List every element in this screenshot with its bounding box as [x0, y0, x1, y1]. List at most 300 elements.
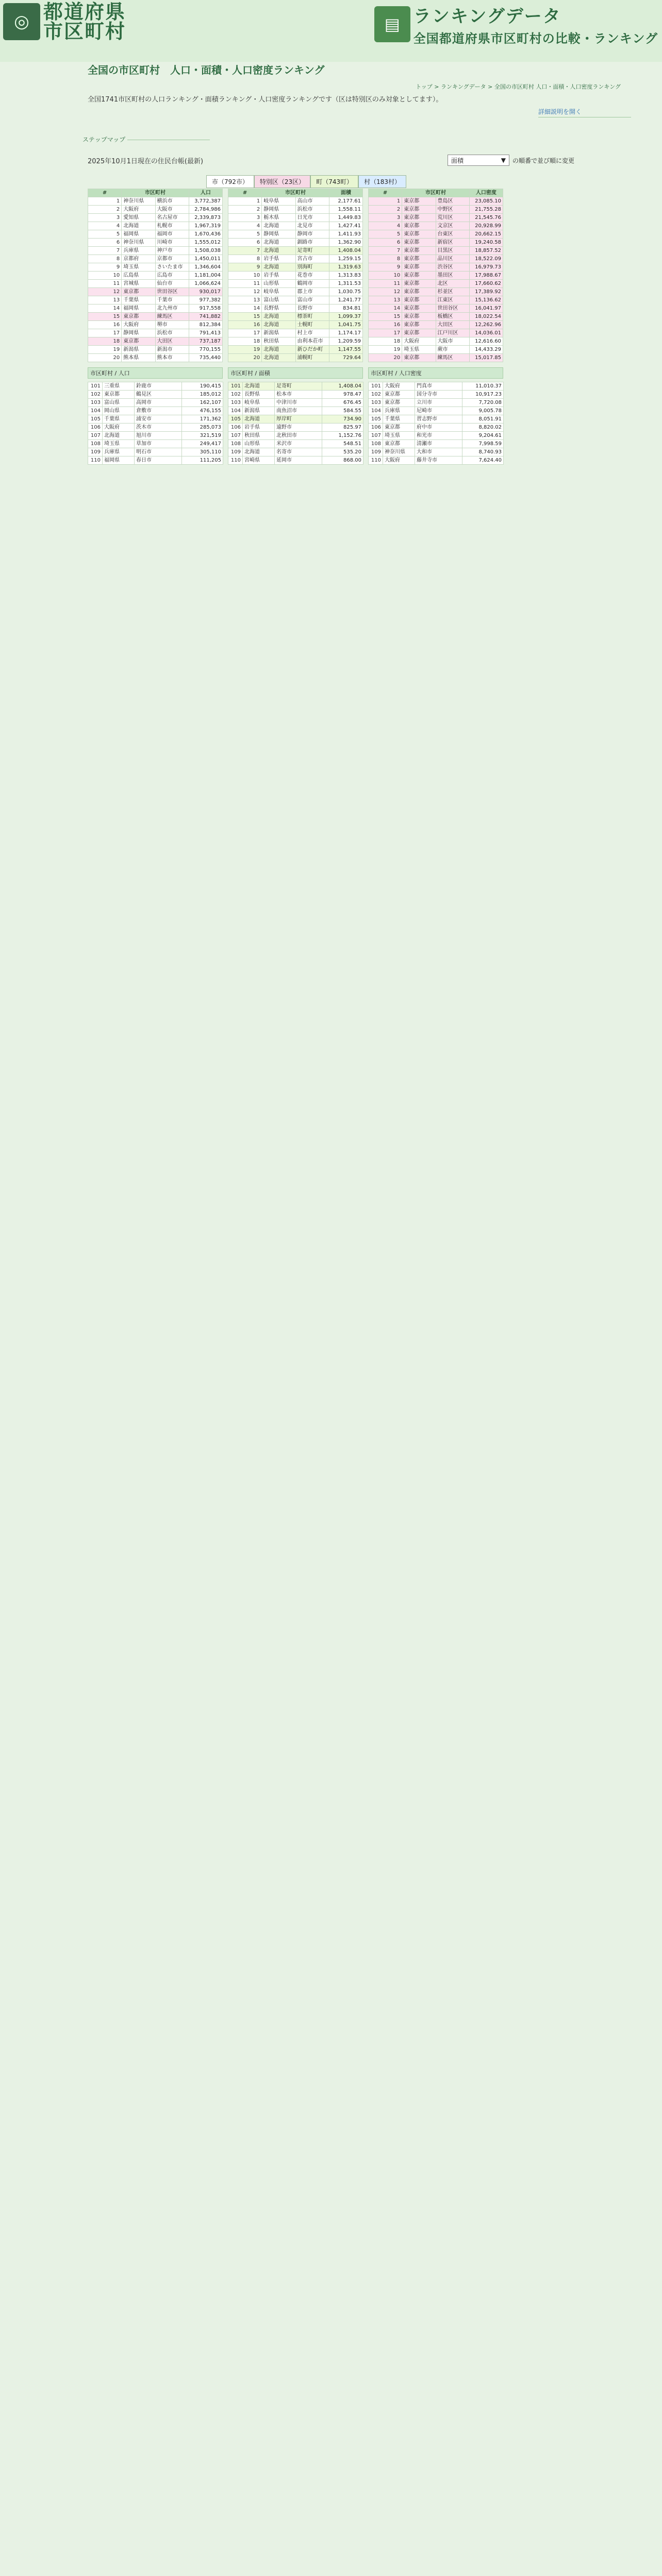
municipality-cell[interactable]: 渋谷区 — [436, 263, 469, 272]
table-row[interactable] — [369, 440, 504, 448]
rank-cell: 102 — [228, 391, 243, 399]
table-row[interactable] — [88, 313, 223, 321]
municipality-cell[interactable]: 大和市 — [415, 448, 462, 456]
header-rank: # — [369, 189, 402, 197]
table-row[interactable] — [88, 296, 223, 304]
municipality-cell[interactable]: 鶴岡市 — [295, 280, 329, 288]
table-row[interactable] — [369, 337, 503, 346]
municipality-cell[interactable]: 練馬区 — [436, 354, 469, 362]
table-row[interactable] — [88, 329, 223, 337]
value-cell: 1,174.17 — [329, 329, 362, 337]
table-row[interactable] — [228, 415, 363, 423]
table-row[interactable] — [228, 272, 363, 280]
table-row[interactable] — [88, 415, 223, 423]
value-cell: 1,670,436 — [189, 230, 222, 239]
municipality-cell[interactable]: 横浜市 — [155, 197, 189, 206]
table-row[interactable] — [88, 337, 223, 346]
municipality-cell[interactable]: 長野市 — [295, 304, 329, 313]
value-cell: 190,415 — [182, 382, 223, 391]
value-cell: 1,311.53 — [329, 280, 362, 288]
table-row[interactable] — [228, 329, 363, 337]
rank-cell: 12 — [228, 288, 262, 296]
rank-cell: 5 — [88, 230, 122, 239]
value-cell: 1,362.90 — [329, 239, 362, 247]
prefecture-cell: 新潟県 — [243, 407, 275, 415]
municipality-cell[interactable]: 中野区 — [436, 206, 469, 214]
table-row[interactable] — [228, 214, 363, 222]
table-row[interactable] — [88, 407, 223, 415]
table-row[interactable] — [228, 423, 363, 432]
table-row[interactable] — [88, 304, 223, 313]
table-row[interactable] — [88, 214, 223, 222]
table-row[interactable] — [228, 296, 363, 304]
municipality-cell[interactable]: 名寄市 — [275, 448, 322, 456]
municipality-cell[interactable]: 世田谷区 — [436, 304, 469, 313]
table-row[interactable] — [228, 206, 363, 214]
prefecture-cell: 東京都 — [402, 197, 436, 206]
table-row[interactable] — [88, 247, 223, 255]
prefecture-cell: 東京都 — [402, 263, 436, 272]
prefecture-cell: 千葉県 — [103, 415, 135, 423]
table-row[interactable] — [369, 456, 504, 465]
table-row[interactable] — [228, 391, 363, 399]
prefecture-cell: 東京都 — [122, 313, 155, 321]
municipality-cell[interactable]: 千葉市 — [155, 296, 189, 304]
municipality-cell[interactable]: 江戸川区 — [436, 329, 469, 337]
table-row[interactable] — [88, 456, 223, 465]
municipality-cell[interactable]: 中津川市 — [275, 399, 322, 407]
municipality-cell[interactable]: 浦安市 — [135, 415, 182, 423]
municipality-cell[interactable]: 国分寺市 — [415, 391, 462, 399]
table-row[interactable] — [369, 263, 503, 272]
table-row[interactable] — [369, 346, 503, 354]
table-row[interactable] — [228, 382, 363, 391]
municipality-cell[interactable]: 浜松市 — [155, 329, 189, 337]
municipality-cell[interactable]: 倉敷市 — [135, 407, 182, 415]
breadcrumb[interactable]: トップ > ランキングデータ > 全国の市区町村 人口・面積・人口密度ランキング — [416, 83, 621, 90]
table-row[interactable] — [228, 230, 363, 239]
prefecture-cell: 熊本県 — [122, 354, 155, 362]
table-row[interactable] — [369, 399, 504, 407]
value-cell: 7,998.59 — [462, 440, 504, 448]
rank-cell: 20 — [88, 354, 122, 362]
site-header — [0, 0, 662, 62]
rank-cell: 15 — [369, 313, 402, 321]
value-cell: 18,522.09 — [469, 255, 503, 263]
prefecture-cell: 埼玉県 — [402, 346, 436, 354]
value-cell: 734.90 — [322, 415, 363, 423]
table-row[interactable] — [369, 415, 504, 423]
municipality-cell[interactable]: 江東区 — [436, 296, 469, 304]
rank-cell: 2 — [88, 206, 122, 214]
table-row[interactable] — [88, 440, 223, 448]
table-row[interactable] — [369, 230, 503, 239]
table-row[interactable] — [88, 280, 223, 288]
municipality-cell[interactable]: 目黒区 — [436, 247, 469, 255]
prefecture-cell: 新潟県 — [262, 329, 295, 337]
rank-cell: 110 — [88, 456, 103, 465]
municipality-cell[interactable]: 春日市 — [135, 456, 182, 465]
logo-right-text — [413, 2, 658, 46]
municipality-cell[interactable]: 北見市 — [295, 222, 329, 230]
municipality-cell[interactable]: 習志野市 — [415, 415, 462, 423]
table-row[interactable] — [88, 263, 223, 272]
municipality-cell[interactable]: 練馬区 — [155, 313, 189, 321]
population-table-2 — [88, 382, 223, 465]
prefecture-cell: 東京都 — [122, 288, 155, 296]
municipality-cell[interactable]: 門真市 — [415, 382, 462, 391]
ranking-columns-2 — [88, 382, 655, 465]
municipality-cell[interactable]: 世田谷区 — [155, 288, 189, 296]
rank-cell: 3 — [88, 214, 122, 222]
value-cell: 19,240.58 — [469, 239, 503, 247]
table-row[interactable] — [369, 354, 503, 362]
logo-left[interactable] — [3, 2, 126, 41]
rank-cell: 6 — [369, 239, 402, 247]
municipality-cell[interactable]: 蕨市 — [436, 346, 469, 354]
municipality-cell[interactable]: 茨木市 — [135, 423, 182, 432]
prefecture-cell: 新潟県 — [122, 346, 155, 354]
table-row[interactable] — [228, 313, 363, 321]
municipality-cell[interactable]: 足寄町 — [275, 382, 322, 391]
municipality-cell[interactable]: 荒川区 — [436, 214, 469, 222]
rank-cell: 110 — [228, 456, 243, 465]
value-cell: 16,041.97 — [469, 304, 503, 313]
value-cell: 978.47 — [322, 391, 363, 399]
table-row[interactable] — [228, 456, 363, 465]
prefecture-cell: 北海道 — [103, 432, 135, 440]
table-row[interactable] — [88, 432, 223, 440]
prefecture-cell: 北海道 — [243, 415, 275, 423]
municipality-cell[interactable]: 花巻市 — [295, 272, 329, 280]
prefecture-cell: 岩手県 — [243, 423, 275, 432]
table-row[interactable] — [369, 214, 503, 222]
table-row[interactable] — [88, 272, 223, 280]
table-row[interactable] — [228, 407, 363, 415]
table-row[interactable] — [228, 432, 363, 440]
legend-city: 市（792市） — [206, 175, 254, 188]
table-row[interactable] — [228, 288, 363, 296]
municipality-cell[interactable]: 南魚沼市 — [275, 407, 322, 415]
table-row[interactable] — [228, 346, 363, 354]
rank-cell: 110 — [369, 456, 383, 465]
municipality-cell[interactable]: 村上市 — [295, 329, 329, 337]
rank-cell: 12 — [88, 288, 122, 296]
table-row[interactable] — [88, 197, 223, 206]
table-row[interactable] — [228, 239, 363, 247]
table-row[interactable] — [228, 255, 363, 263]
table-row[interactable] — [88, 222, 223, 230]
municipality-cell[interactable]: 仙台市 — [155, 280, 189, 288]
value-cell: 930,017 — [189, 288, 222, 296]
prefecture-cell: 山形県 — [262, 280, 295, 288]
municipality-cell[interactable]: 品川区 — [436, 255, 469, 263]
municipality-cell[interactable]: 名古屋市 — [155, 214, 189, 222]
rank-cell: 17 — [228, 329, 262, 337]
table-row[interactable] — [88, 288, 223, 296]
municipality-cell[interactable]: 日光市 — [295, 214, 329, 222]
table-row[interactable] — [369, 304, 503, 313]
rank-cell: 106 — [88, 423, 103, 432]
municipality-cell[interactable]: 大阪市 — [155, 206, 189, 214]
population-table — [88, 189, 223, 362]
value-cell: 977,382 — [189, 296, 222, 304]
rank-cell: 8 — [369, 255, 402, 263]
municipality-cell[interactable]: さいたま市 — [155, 263, 189, 272]
table-row[interactable] — [228, 440, 363, 448]
table-row[interactable] — [88, 391, 223, 399]
municipality-cell[interactable]: 足寄町 — [295, 247, 329, 255]
table-row[interactable] — [228, 197, 363, 206]
value-cell: 535.20 — [322, 448, 363, 456]
area-table-2 — [228, 382, 363, 465]
municipality-cell[interactable]: 京都市 — [155, 255, 189, 263]
table-row[interactable] — [228, 448, 363, 456]
municipality-cell[interactable]: 藤井寺市 — [415, 456, 462, 465]
value-cell: 868.00 — [322, 456, 363, 465]
rank-cell: 10 — [88, 272, 122, 280]
header-rank: # — [228, 189, 262, 197]
value-cell: 9,204.61 — [462, 432, 504, 440]
table-row[interactable] — [228, 280, 363, 288]
table-row[interactable] — [369, 329, 503, 337]
table-row[interactable] — [88, 321, 223, 329]
table-row[interactable] — [369, 448, 504, 456]
rank-cell: 18 — [228, 337, 262, 346]
block-title-population: 市区町村 / 人口 — [88, 367, 223, 379]
value-cell: 15,017.85 — [469, 354, 503, 362]
municipality-cell[interactable]: 豊島区 — [436, 197, 469, 206]
municipality-cell[interactable]: 厚岸町 — [275, 415, 322, 423]
table-row[interactable] — [88, 399, 223, 407]
municipality-cell[interactable]: 大田区 — [155, 337, 189, 346]
rank-cell: 20 — [369, 354, 402, 362]
prefecture-cell: 広島県 — [122, 272, 155, 280]
value-cell: 23,085.10 — [469, 197, 503, 206]
municipality-cell[interactable]: 北区 — [436, 280, 469, 288]
legend — [206, 175, 406, 188]
value-cell: 737,187 — [189, 337, 222, 346]
prefecture-cell: 北海道 — [262, 346, 295, 354]
municipality-cell[interactable]: 広島市 — [155, 272, 189, 280]
sort-selected-value: 面積 — [451, 157, 464, 164]
rank-cell: 109 — [369, 448, 383, 456]
rank-cell: 16 — [88, 321, 122, 329]
value-cell: 16,979.73 — [469, 263, 503, 272]
table-row[interactable] — [369, 423, 504, 432]
municipality-cell[interactable]: 大田区 — [436, 321, 469, 329]
prefecture-cell: 北海道 — [243, 382, 275, 391]
sort-suffix: の順番で並び順に変更 — [512, 157, 574, 164]
prefecture-cell: 東京都 — [402, 247, 436, 255]
municipality-cell[interactable]: 北秋田市 — [275, 432, 322, 440]
prefecture-cell: 宮崎県 — [243, 456, 275, 465]
municipality-cell[interactable]: 鶴見区 — [135, 391, 182, 399]
rank-cell: 102 — [369, 391, 383, 399]
table-row[interactable] — [228, 399, 363, 407]
municipality-cell[interactable]: 富山市 — [295, 296, 329, 304]
table-row[interactable] — [369, 280, 503, 288]
table-row[interactable] — [369, 239, 503, 247]
municipality-cell[interactable]: 台東区 — [436, 230, 469, 239]
table-row[interactable] — [228, 304, 363, 313]
prefecture-cell: 大阪府 — [402, 337, 436, 346]
rank-cell: 7 — [228, 247, 262, 255]
prefecture-cell: 岐阜県 — [243, 399, 275, 407]
table-row[interactable] — [369, 382, 504, 391]
value-cell: 12,262.96 — [469, 321, 503, 329]
municipality-cell[interactable]: 米沢市 — [275, 440, 322, 448]
table-row[interactable] — [369, 255, 503, 263]
rank-cell: 6 — [88, 239, 122, 247]
municipality-cell[interactable]: 高山市 — [295, 197, 329, 206]
municipality-cell[interactable]: 草加市 — [135, 440, 182, 448]
header-municipality: 市区町村 — [122, 189, 189, 197]
municipality-cell[interactable]: 杉並区 — [436, 288, 469, 296]
table-row[interactable] — [369, 313, 503, 321]
municipality-cell[interactable]: 和光市 — [415, 432, 462, 440]
municipality-cell[interactable]: 旭川市 — [135, 432, 182, 440]
prefecture-cell: 岐阜県 — [262, 288, 295, 296]
municipality-cell[interactable]: 標茶町 — [295, 313, 329, 321]
municipality-cell[interactable]: 新宿区 — [436, 239, 469, 247]
municipality-cell[interactable]: 遠野市 — [275, 423, 322, 432]
sitemap-label[interactable]: ステップマップ — [82, 135, 210, 144]
value-cell: 14,433.29 — [469, 346, 503, 354]
table-row[interactable] — [369, 407, 504, 415]
detail-link[interactable]: 詳細説明を開く — [538, 107, 631, 117]
municipality-cell[interactable]: 士幌町 — [295, 321, 329, 329]
table-row[interactable] — [369, 197, 503, 206]
value-cell: 676.45 — [322, 399, 363, 407]
municipality-cell[interactable]: 川崎市 — [155, 239, 189, 247]
rank-cell: 4 — [228, 222, 262, 230]
municipality-cell[interactable]: 新潟市 — [155, 346, 189, 354]
table-row[interactable] — [88, 255, 223, 263]
table-row[interactable] — [369, 288, 503, 296]
rank-cell: 1 — [228, 197, 262, 206]
municipality-cell[interactable]: 札幌市 — [155, 222, 189, 230]
sort-select[interactable] — [448, 155, 509, 166]
municipality-cell[interactable]: 神戸市 — [155, 247, 189, 255]
municipality-cell[interactable]: 北九州市 — [155, 304, 189, 313]
prefecture-cell: 兵庫県 — [383, 407, 415, 415]
municipality-cell[interactable]: 明石市 — [135, 448, 182, 456]
table-row[interactable] — [88, 354, 223, 362]
municipality-cell[interactable]: 堺市 — [155, 321, 189, 329]
rank-cell: 108 — [369, 440, 383, 448]
value-cell: 7,720.08 — [462, 399, 504, 407]
municipality-cell[interactable]: 熊本市 — [155, 354, 189, 362]
table-row[interactable] — [88, 239, 223, 247]
municipality-cell[interactable]: 文京区 — [436, 222, 469, 230]
prefecture-cell: 東京都 — [402, 280, 436, 288]
rank-cell: 19 — [228, 346, 262, 354]
prefecture-cell: 東京都 — [383, 423, 415, 432]
table-row[interactable] — [369, 321, 503, 329]
prefecture-cell: 東京都 — [383, 440, 415, 448]
table-row[interactable] — [369, 247, 503, 255]
prefecture-cell: 京都府 — [122, 255, 155, 263]
municipality-cell[interactable]: 延岡市 — [275, 456, 322, 465]
municipality-cell[interactable]: 府中市 — [415, 423, 462, 432]
value-cell: 11,010.37 — [462, 382, 504, 391]
table-row[interactable] — [369, 432, 504, 440]
municipality-cell[interactable]: 釧路市 — [295, 239, 329, 247]
prefecture-cell: 東京都 — [402, 255, 436, 263]
value-cell: 2,784,986 — [189, 206, 222, 214]
municipality-cell[interactable]: 由利本荘市 — [295, 337, 329, 346]
table-row[interactable] — [228, 263, 363, 272]
municipality-cell[interactable]: 清瀬市 — [415, 440, 462, 448]
municipality-cell[interactable]: 新ひだか町 — [295, 346, 329, 354]
municipality-cell[interactable]: 立川市 — [415, 399, 462, 407]
municipality-cell[interactable]: 別海町 — [295, 263, 329, 272]
header-municipality: 市区町村 — [262, 189, 329, 197]
prefecture-cell: 東京都 — [402, 354, 436, 362]
table-row[interactable] — [88, 448, 223, 456]
table-row[interactable] — [88, 423, 223, 432]
table-row[interactable] — [369, 206, 503, 214]
municipality-cell[interactable]: 福岡市 — [155, 230, 189, 239]
rank-cell: 107 — [369, 432, 383, 440]
value-cell: 9,005.78 — [462, 407, 504, 415]
prefecture-cell: 東京都 — [103, 391, 135, 399]
rank-cell: 101 — [88, 382, 103, 391]
municipality-cell[interactable]: 宮古市 — [295, 255, 329, 263]
municipality-cell[interactable]: 板橋区 — [436, 313, 469, 321]
rank-cell: 103 — [88, 399, 103, 407]
municipality-cell[interactable]: 静岡市 — [295, 230, 329, 239]
municipality-cell[interactable]: 松本市 — [275, 391, 322, 399]
table-row[interactable] — [228, 247, 363, 255]
table-row[interactable] — [228, 354, 363, 362]
municipality-cell[interactable]: 郡上市 — [295, 288, 329, 296]
value-cell: 834.81 — [329, 304, 362, 313]
table-row[interactable] — [228, 321, 363, 329]
prefecture-cell: 三重県 — [103, 382, 135, 391]
municipality-cell[interactable]: 高岡市 — [135, 399, 182, 407]
prefecture-cell: 北海道 — [262, 313, 295, 321]
value-cell: 15,136.62 — [469, 296, 503, 304]
table-row[interactable] — [88, 230, 223, 239]
value-cell: 14,036.01 — [469, 329, 503, 337]
municipality-cell[interactable]: 墨田区 — [436, 272, 469, 280]
table-row[interactable] — [228, 222, 363, 230]
table-row[interactable] — [88, 346, 223, 354]
table-row[interactable] — [369, 272, 503, 280]
table-row[interactable] — [369, 222, 503, 230]
municipality-cell[interactable]: 浦幌町 — [295, 354, 329, 362]
table-row[interactable] — [369, 296, 503, 304]
municipality-cell[interactable]: 尼崎市 — [415, 407, 462, 415]
municipality-cell[interactable]: 鈴鹿市 — [135, 382, 182, 391]
table-row[interactable] — [228, 337, 363, 346]
rank-cell: 107 — [88, 432, 103, 440]
municipality-cell[interactable]: 浜松市 — [295, 206, 329, 214]
rank-cell: 9 — [228, 263, 262, 272]
table-row[interactable] — [369, 391, 504, 399]
logo-right[interactable] — [374, 2, 658, 46]
header-municipality: 市区町村 — [402, 189, 470, 197]
municipality-cell[interactable]: 大阪市 — [436, 337, 469, 346]
as-of-date: 2025年10月1日現在の住民台帳(最新) — [88, 157, 204, 165]
value-cell: 1,967,319 — [189, 222, 222, 230]
table-row[interactable] — [88, 382, 223, 391]
table-row[interactable] — [88, 206, 223, 214]
value-cell: 18,022.54 — [469, 313, 503, 321]
prefecture-cell: 栃木県 — [262, 214, 295, 222]
